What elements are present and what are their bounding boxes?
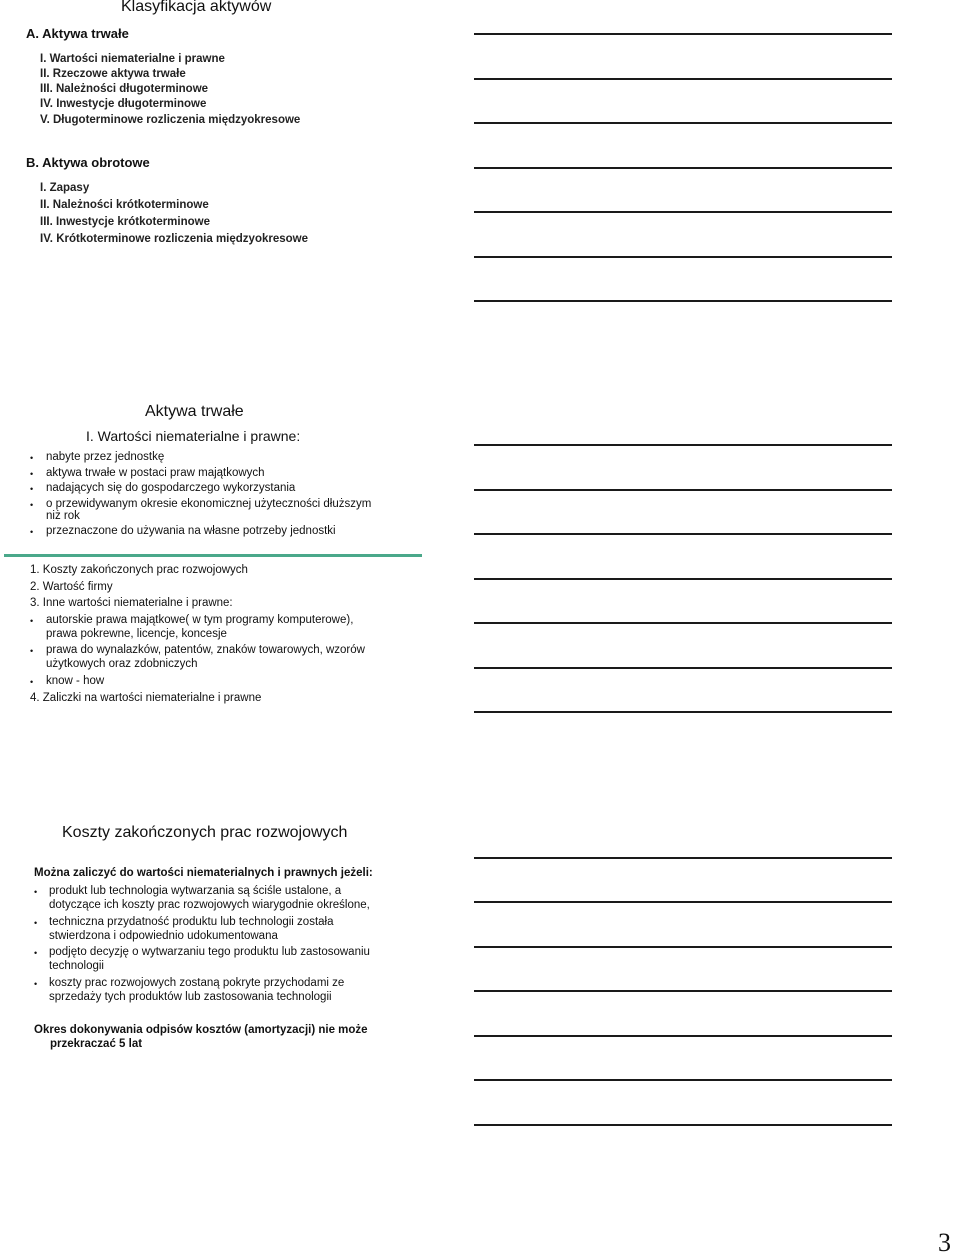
bullet-text: przeznaczone do używania na własne potrzeby jednostki [46,525,336,537]
numbered-item: 3. Inne wartości niematerialne i prawne: [30,597,233,609]
bullet-text: nadających się do gospodarczego wykorzystania [46,482,296,494]
bullet-text: technologii [49,960,104,972]
list-item: III. Należności długoterminowe [40,83,209,95]
note-line [474,946,892,948]
numbered-item: 4. Zaliczki na wartości niematerialne i prawne [30,692,262,704]
list-item: II. Rzeczowe aktywa trwałe [40,68,186,80]
slide-subtitle: I. Wartości niematerialne i prawne: [86,428,301,444]
section-heading: B. Aktywa obrotowe [26,155,150,170]
list-item: I. Wartości niematerialne i prawne [40,53,225,65]
note-line [474,211,892,213]
note-line [474,1124,892,1126]
note-line [474,167,892,169]
bullet-text: sprzedaży tych produktów lub zastosowania technologii [49,991,332,1003]
note-line [474,300,892,302]
bullet-text: koszty prac rozwojowych zostaną pokryte przychodami ze [49,977,345,989]
note-line [474,1079,892,1081]
numbered-item: 2. Wartość firmy [30,581,113,593]
bullet-icon: • [34,887,38,897]
note-line [474,711,892,713]
slide-title: Koszty zakończonych prac rozwojowych [62,824,348,841]
note-line [474,78,892,80]
list-item: IV. Inwestycje długoterminowe [40,98,207,110]
bullet-text: techniczna przydatność produktu lub technologii została [49,916,334,928]
note-line [474,533,892,535]
list-item: III. Inwestycje krótkoterminowe [40,216,210,228]
bullet-icon: • [30,646,34,656]
bullet-text: użytkowych oraz zdobniczych [46,658,198,670]
bullet-icon: • [30,500,34,510]
list-item: IV. Krótkoterminowe rozliczenia międzyokresowe [40,233,308,245]
bullet-icon: • [34,948,38,958]
bullet-icon: • [30,484,34,494]
note-line [474,578,892,580]
bullet-icon: • [30,527,34,537]
bullet-text: prawa do wynalazków, patentów, znaków towarowych, wzorów [46,644,365,656]
divider [4,554,422,557]
bullet-icon: • [34,918,38,928]
note-line [474,901,892,903]
bullet-text: aktywa trwałe w postaci praw majątkowych [46,467,265,479]
note-line [474,122,892,124]
note-text: Okres dokonywania odpisów kosztów (amortyzacji) nie może [34,1024,368,1036]
list-item: I. Zapasy [40,182,90,194]
bullet-text: stwierdzona i odpowiednio udokumentowana [49,930,278,942]
section-heading: A. Aktywa trwałe [26,26,129,41]
note-line [474,33,892,35]
list-item: II. Należności krótkoterminowe [40,199,209,211]
note-line [474,667,892,669]
bullet-icon: • [30,469,34,479]
slide-title: Aktywa trwałe [145,403,244,420]
note-text: przekraczać 5 lat [50,1038,143,1050]
bullet-text: prawa pokrewne, licencje, koncesje [46,628,227,640]
bullet-text: nabyte przez jednostkę [46,451,165,463]
slide-title: Klasyfikacja aktywów [121,0,272,15]
bullet-icon: • [34,979,38,989]
bullet-icon: • [30,453,34,463]
numbered-item: 1. Koszty zakończonych prac rozwojowych [30,564,248,576]
note-line [474,256,892,258]
note-line [474,489,892,491]
bullet-text: autorskie prawa majątkowe( w tym programy komputerowe), [46,614,354,626]
bullet-text: know - how [46,675,105,687]
bullet-text: produkt lub technologia wytwarzania są ściśle ustalone, a [49,885,342,897]
bullet-text: podjęto decyzję o wytwarzaniu tego produktu lub zastosowaniu [49,946,370,958]
bullet-text: niż rok [46,510,80,522]
note-line [474,622,892,624]
intro-text: Można zaliczyć do wartości niematerialnych i prawnych jeżeli: [34,867,373,879]
note-line [474,444,892,446]
note-line [474,857,892,859]
list-item: V. Długoterminowe rozliczenia międzyokresowe [40,114,301,126]
bullet-text: dotyczące ich koszty prac rozwojowych wiarygodnie określone, [49,899,370,911]
page-number: 3 [938,1228,951,1257]
bullet-icon: • [30,616,34,626]
note-line [474,1035,892,1037]
bullet-icon: • [30,677,34,687]
bullet-text: o przewidywanym okresie ekonomicznej użyteczności dłuższym [46,498,372,510]
note-line [474,990,892,992]
